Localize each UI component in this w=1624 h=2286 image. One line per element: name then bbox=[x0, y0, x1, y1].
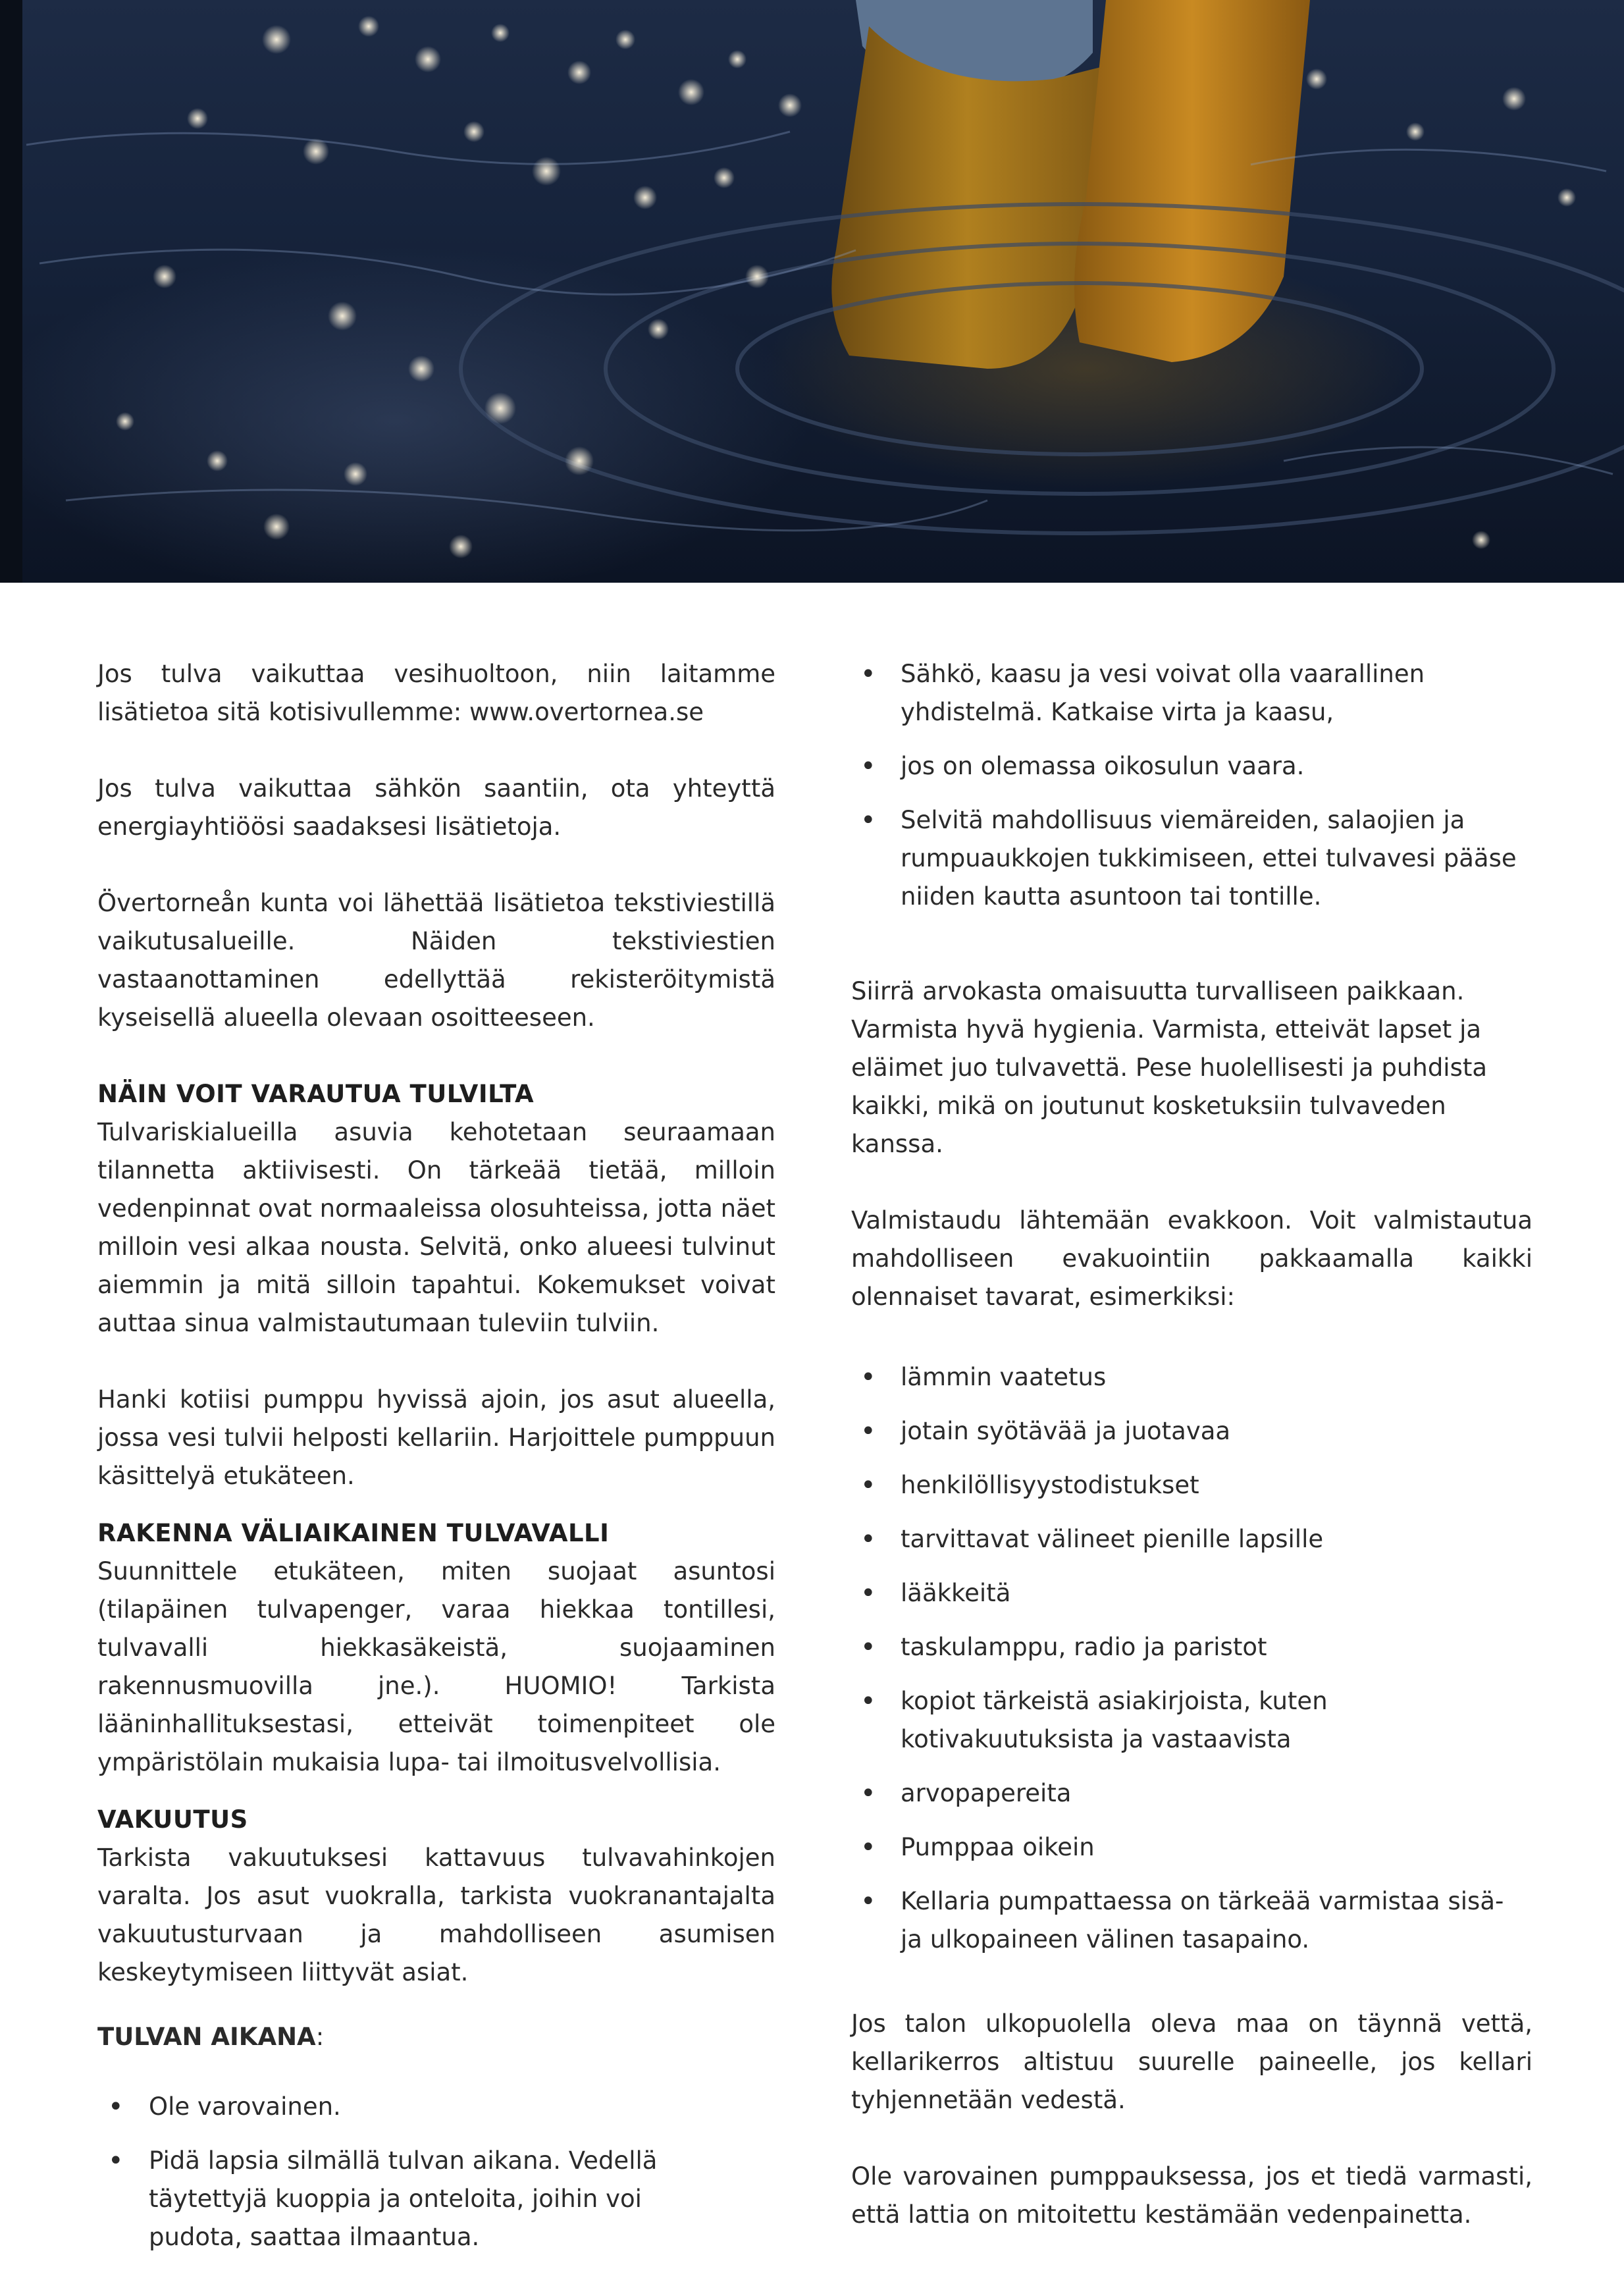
paragraph-hygiene: Varmista hyvä hygienia. Varmista, etteivät lapset ja eläimet juo tulvavettä. Pese huolellisesti ja puhdista kaikki, mikä on joutunut kosketuksiin tulvaveden kanssa. bbox=[851, 1015, 1488, 1158]
paragraph-insurance: Tarkista vakuutuksesi kattavuus tulvavahinkojen varalta. Jos asut vuokralla, tarkista vuokranantajalta vakuutusturvaan ja mahdolliseen asumisen keskeytymiseen liittyvät asiat. bbox=[97, 1844, 775, 1986]
left-column bbox=[97, 655, 775, 2256]
paragraph-evacuation: Valmistaudu lähtemään evakkoon. Voit valmistautua mahdolliseen evakuointiin pakkaamalla kaikki olennaiset tavarat, esimerkiksi: bbox=[851, 1206, 1532, 1311]
paragraph-barrier: Suunnittele etukäteen, miten suojaat asuntosi (tilapäinen tulvapenger, varaa hiekkaa tontillesi, tulvavalli hiekkasäkeistä, suojaaminen rakennusmuovilla jne.). HUOMIO! Tarkista lääninhallituksestasi, etteivät toimenpiteet ole ympäristölain mukaisia lupa- tai ilmoitusvelvollisia. bbox=[97, 1557, 775, 1776]
paragraph-ground-water: Jos talon ulkopuolella oleva maa on täynnä vettä, kellarikerros altistuu suurelle paineelle, jos kellari tyhjennetään vedestä. bbox=[851, 2009, 1532, 2114]
list-item: • tarvittavat välineet pienille lapsille bbox=[851, 1520, 1532, 1558]
paragraph-text-messages: Övertorneån kunta voi lähettää lisätietoa tekstiviestillä vaikutusalueille. Näiden tekstiviestien vastaanottaminen edellyttää rekisteröitymistä kyseisellä alueella olevaan osoitteeseen. bbox=[97, 889, 775, 1032]
list-item: • jotain syötävää ja juotavaa bbox=[851, 1412, 1532, 1450]
heading-insurance: VAKUUTUS bbox=[97, 1805, 248, 1834]
heading-during-flood bbox=[97, 2018, 775, 2056]
list-item: • Kellaria pumpattaessa on tärkeää varmistaa sisä- ja ulkopaineen välinen tasapaino. bbox=[851, 1882, 1532, 1959]
list-item: • jos on olemassa oikosulun vaara. bbox=[851, 747, 1532, 785]
list-item: • Pumppaa oikein bbox=[851, 1828, 1532, 1867]
heading-during-flood-text: TULVAN AIKANA bbox=[97, 2023, 316, 2051]
paragraph-valuables: Siirrä arvokasta omaisuutta turvalliseen paikkaan. bbox=[851, 977, 1465, 1005]
paragraph-water-supply: Jos tulva vaikuttaa vesihuoltoon, niin laitamme lisätietoa sitä kotisivullemme: www.overtornea.se bbox=[97, 660, 775, 726]
evacuation-items-list bbox=[851, 1358, 1532, 1959]
list-item: • lääkkeitä bbox=[851, 1574, 1532, 1612]
list-item: • taskulamppu, radio ja paristot bbox=[851, 1628, 1532, 1666]
list-item: • arvopapereita bbox=[851, 1774, 1532, 1813]
paragraph-follow-situation: Tulvariskialueilla asuvia kehotetaan seuraamaan tilannetta aktiivisesti. On tärkeää tietää, milloin vedenpinnat ovat normaaleissa olosuhteissa, jotta näet milloin vesi alkaa nousta. Selvitä, onko alueesi tulvinut aiemmin ja mitä silloin tapahtui. Kokemukset voivat auttaa sinua valmistautumaan tuleviin tulviin. bbox=[97, 1118, 775, 1337]
paragraph-careful-pumping: Ole varovainen pumppauksessa, jos et tiedä varmasti, että lattia on mitoitettu kestämään vedenpainetta. bbox=[851, 2162, 1532, 2229]
list-item: • Ole varovainen. bbox=[97, 2088, 775, 2126]
hazard-list bbox=[851, 655, 1532, 916]
paragraph-electricity: Jos tulva vaikuttaa sähkön saantiin, ota yhteyttä energiayhtiöösi saadaksesi lisätietoja. bbox=[97, 774, 775, 841]
list-item: • lämmin vaatetus bbox=[851, 1358, 1532, 1396]
list-item: • Pidä lapsia silmällä tulvan aikana. Vedellä täytettyjä kuoppia ja onteloita, joihin voi pudota, saattaa ilmaantua. bbox=[97, 2142, 728, 2256]
heading-colon: : bbox=[315, 2023, 325, 2051]
paragraph-pump: Hanki kotiisi pumppu hyvissä ajoin, jos asut alueella, jossa vesi tulvii helposti kellariin. Harjoittele pumppuun käsittelyä etukäteen. bbox=[97, 1385, 775, 1490]
right-column bbox=[851, 655, 1532, 2234]
list-item: • kopiot tärkeistä asiakirjoista, kuten kotivakuutuksista ja vastaavista bbox=[851, 1682, 1532, 1759]
list-item: • Selvitä mahdollisuus viemäreiden, salaojien ja rumpuaukkojen tukkimiseen, ettei tulvavesi pääse niiden kautta asuntoon tai tontille. bbox=[851, 801, 1532, 916]
hero-photo bbox=[0, 0, 1624, 583]
list-item: • Sähkö, kaasu ja vesi voivat olla vaarallinen yhdistelmä. Katkaise virta ja kaasu, bbox=[851, 655, 1480, 731]
photo-edge-bar bbox=[0, 0, 22, 583]
list-item: • henkilöllisyystodistukset bbox=[851, 1466, 1532, 1504]
flood-boots-photo-icon bbox=[0, 0, 1624, 583]
heading-prepare: NÄIN VOIT VARAUTUA TULVILTA bbox=[97, 1080, 535, 1108]
during-flood-list bbox=[97, 2088, 775, 2256]
heading-flood-barrier: RAKENNA VÄLIAIKAINEN TULVAVALLI bbox=[97, 1519, 610, 1547]
